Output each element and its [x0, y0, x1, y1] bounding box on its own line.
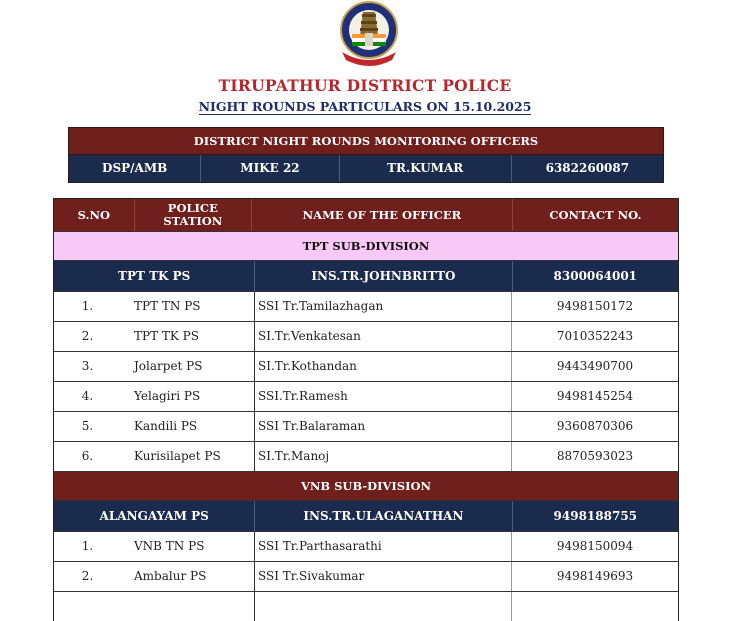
monitoring-officer-name: TR.KUMAR	[340, 155, 512, 182]
monitoring-callsign: MIKE 22	[201, 155, 339, 182]
monitoring-contact: 6382260087	[545, 161, 630, 175]
section-title-tpt: TPT SUB-DIVISION	[54, 231, 678, 260]
column-header-sno: S.NO	[54, 199, 135, 231]
row-station: Kandili PS	[121, 412, 255, 441]
row-officer: SSI Tr.Tamilazhagan	[255, 292, 512, 321]
table-row	[54, 411, 678, 441]
table-row	[54, 531, 678, 561]
row-contact: 9498145254	[556, 389, 634, 403]
monitoring-officers-table	[68, 127, 664, 183]
night-rounds-table	[53, 198, 679, 621]
row-station: Kurisilapet PS	[121, 442, 255, 471]
row-officer: SSI Tr.Sivakumar	[255, 562, 512, 591]
row-sno: 1.	[81, 539, 94, 553]
table-row	[54, 321, 678, 351]
tamil-nadu-police-emblem-icon	[332, 0, 406, 66]
row-officer	[255, 592, 512, 621]
row-contact: 9443490700	[556, 359, 634, 373]
table-row	[54, 381, 678, 411]
row-contact	[512, 592, 678, 621]
section-title-vnb: VNB SUB-DIVISION	[54, 471, 678, 500]
row-officer: SSI.Tr.Ramesh	[255, 382, 512, 411]
monitoring-officer-row	[69, 155, 663, 182]
row-sno: 6.	[81, 449, 94, 463]
station-header-text: POLICE STATION	[163, 201, 223, 228]
section-lead-row	[54, 260, 678, 291]
row-officer: SSI Tr.Balaraman	[255, 412, 512, 441]
row-station	[121, 592, 255, 621]
lead-officer: INS.TR.JOHNBRITTO	[255, 261, 512, 291]
row-contact: 9498149693	[556, 569, 634, 583]
row-station: Jolarpet PS	[121, 352, 255, 381]
row-officer: SI.Tr.Kothandan	[255, 352, 512, 381]
row-officer: SI.Tr.Venkatesan	[255, 322, 512, 351]
table-row	[54, 561, 678, 591]
page-subtitle	[0, 99, 730, 114]
column-header-officer: NAME OF THE OFFICER	[252, 199, 513, 231]
row-officer: SI.Tr.Manoj	[255, 442, 512, 471]
lead-station: ALANGAYAM PS	[54, 501, 255, 531]
row-contact: 8870593023	[556, 449, 634, 463]
table-row	[54, 441, 678, 471]
row-sno: 5.	[81, 419, 94, 433]
monitoring-rank: DSP/AMB	[69, 155, 201, 182]
column-header-station	[135, 199, 252, 231]
subtitle-text: NIGHT ROUNDS PARTICULARS ON 15.10.2025	[198, 99, 532, 114]
table-header	[54, 199, 678, 231]
section-lead-row	[54, 500, 678, 531]
row-sno: 4.	[81, 389, 94, 403]
table-row-partial	[54, 591, 678, 621]
row-sno	[54, 592, 121, 621]
table-row	[54, 351, 678, 381]
row-station: VNB TN PS	[121, 532, 255, 561]
lead-contact: 8300064001	[553, 269, 638, 283]
monitoring-officers-title: DISTRICT NIGHT ROUNDS MONITORING OFFICERS	[69, 128, 663, 155]
lead-station: TPT TK PS	[54, 261, 255, 291]
row-contact: 9498150094	[556, 539, 634, 553]
row-station: Ambalur PS	[121, 562, 255, 591]
lead-contact: 9498188755	[553, 509, 638, 523]
row-station: Yelagiri PS	[121, 382, 255, 411]
table-row	[54, 291, 678, 321]
row-station: TPT TN PS	[121, 292, 255, 321]
page-title: TIRUPATHUR DISTRICT POLICE	[218, 76, 512, 95]
row-sno: 1.	[81, 299, 94, 313]
row-station: TPT TK PS	[121, 322, 255, 351]
lead-officer: INS.TR.ULAGANATHAN	[255, 501, 512, 531]
row-sno: 2.	[81, 569, 94, 583]
row-contact: 9360870306	[556, 419, 634, 433]
row-contact: 7010352243	[556, 329, 634, 343]
column-header-contact: CONTACT NO.	[549, 207, 642, 222]
row-officer: SSI Tr.Parthasarathi	[255, 532, 512, 561]
row-sno: 3.	[81, 359, 94, 373]
row-sno: 2.	[81, 329, 94, 343]
row-contact: 9498150172	[556, 299, 634, 313]
